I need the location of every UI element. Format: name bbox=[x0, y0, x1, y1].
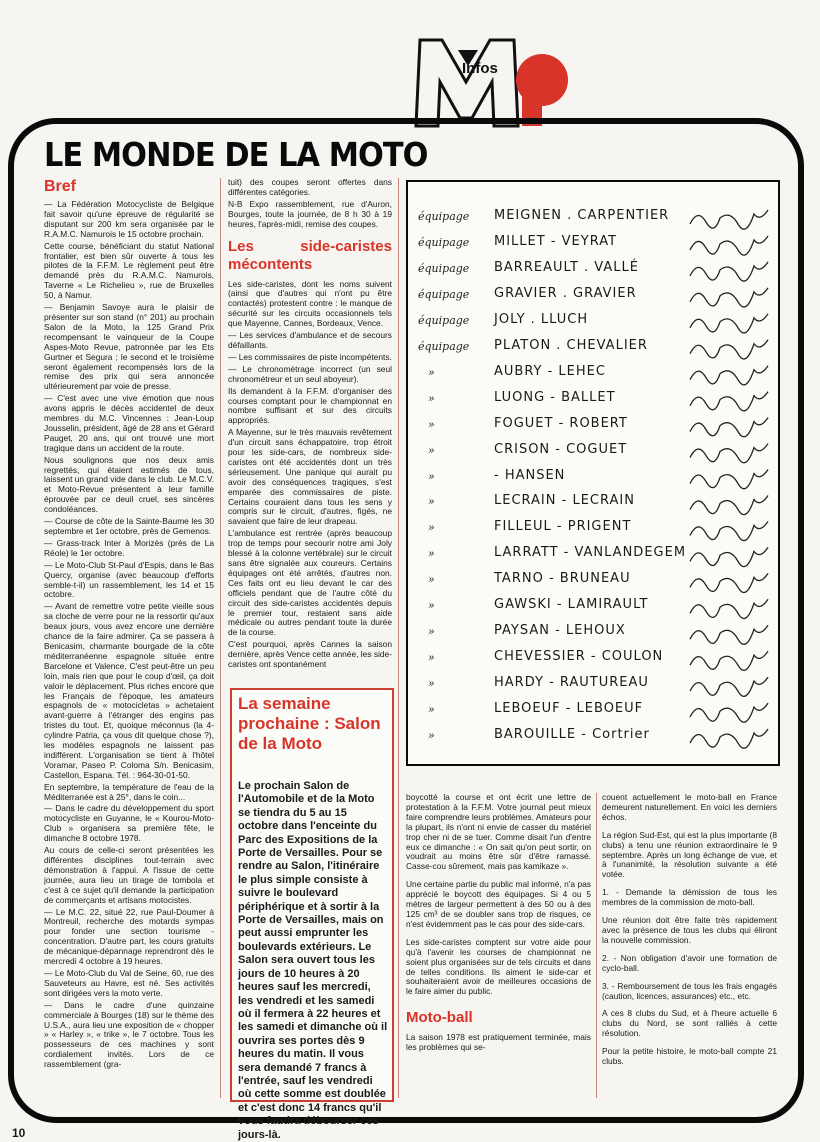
bref-paragraph: — Grass-track Inter à Morizès (près de La Réole) le 1er octobre. bbox=[44, 537, 214, 558]
side-paragraph: C'est pourquoi, après Cannes la saison dernière, après Vence cette année, les side-caristes ont spontanément bbox=[228, 639, 392, 670]
handwritten-signature bbox=[690, 495, 768, 514]
handwritten-signature bbox=[690, 677, 768, 696]
column-rule bbox=[596, 793, 597, 1098]
col3-paragraph: Les side-caristes comptent sur votre aide pour qu'à l'avenir les courses de championnat ne soient plus organisées sur de tels circuits et dans de telles conditions. Ils aiment le side-car et souhaiteraient avoir de meilleures occasions de le faire aimer du public. bbox=[406, 936, 591, 997]
signature-row-names: LARRATT - VANLANDEGEM bbox=[494, 545, 687, 561]
signature-lead: » bbox=[428, 391, 435, 405]
side-caristes-column bbox=[228, 178, 392, 683]
handwritten-signature bbox=[690, 236, 768, 255]
signature-lead: » bbox=[428, 599, 435, 613]
side-paragraph: Les side-caristes, dont les noms suivent (ainsi que d'autres qui n'ont pu être contactés) protestent contre : le manque de sécurité sur les circuits occasionnels tels que Mayenne, Cannes, Bordeaux, Vence. bbox=[228, 278, 392, 329]
side-paragraph: — Le chronométrage incorrect (un seul chronométreur et un seul aboyeur). bbox=[228, 363, 392, 384]
col4-paragraph: 3. - Remboursement de tous les frais engagés (caution, licences, assurances) etc., etc. bbox=[602, 980, 777, 1001]
signature-row-names: BAROUILLE - Cortrier bbox=[494, 727, 650, 743]
signature-list bbox=[406, 180, 780, 766]
col4-paragraph: 2. - Non obligation d'avoir une formation de cyclo-ball. bbox=[602, 952, 777, 973]
signature-row-names: GRAVIER . GRAVIER bbox=[494, 285, 637, 301]
infos-mr-logo bbox=[414, 30, 584, 130]
bref-paragraph: En septembre, la température de l'eau de la Méditerranée est à 25°, dans le coin... bbox=[44, 781, 214, 802]
signature-lead: » bbox=[428, 495, 435, 509]
signature-row-names: HARDY - RAUTUREAU bbox=[494, 675, 649, 691]
column-rule bbox=[398, 178, 399, 1098]
signature-lead: » bbox=[428, 417, 435, 431]
bref-paragraph: — Le M.C. 22, situé 22, rue Paul-Doumer à Montreuil, recherche des motards sympas pour fonder une section tourisme - concentration. D'autre part, les cours gratuits de mécanique-dépannage reprendront dès le mercredi 4 octobre à 19 heures. bbox=[44, 906, 214, 967]
bref-paragraph: Au cours de celle-ci seront présentées les différentes disciplines tout-terrain avec démonstration à l'appui. A l'issue de cette journée, aura lieu un tirage de tombola et c'est à ce sujet qu'il demande la participation de commerçants et artisans motocistes. bbox=[44, 845, 214, 905]
signature-lead: » bbox=[428, 703, 435, 717]
handwritten-signature bbox=[690, 573, 768, 592]
signature-lead: » bbox=[428, 677, 435, 691]
semaine-title: La semaine prochaine : Salon de la Moto bbox=[238, 694, 381, 753]
bref-paragraph: — La Fédération Motocycliste de Belgique fait savoir qu'une épreuve de régularité se disputant sur 200 km sera organisée par le R.A.M.C. Namurois le 15 octobre prochain. bbox=[44, 199, 214, 239]
signature-row-names: PLATON . CHEVALIER bbox=[494, 337, 648, 353]
section-label: Infos bbox=[462, 60, 498, 77]
col4-paragraph: Pour la petite histoire, le moto-ball compte 21 clubs. bbox=[602, 1046, 777, 1067]
page-headline: LE MONDE DE LA MOTO bbox=[44, 135, 428, 174]
signature-row-names: MEIGNEN . CARPENTIER bbox=[494, 208, 670, 223]
signature-row-names: - HANSEN bbox=[494, 467, 566, 483]
signature-row-names: BARREAULT . VALLÉ bbox=[494, 259, 639, 275]
handwritten-signature bbox=[690, 521, 768, 540]
signature-row-names: AUBRY - LEHEC bbox=[494, 363, 606, 379]
handwritten-signature bbox=[690, 444, 768, 463]
handwritten-signature bbox=[690, 262, 768, 281]
handwritten-signature bbox=[690, 470, 768, 489]
moto-ball-column bbox=[602, 793, 777, 1113]
col4-paragraph: 1. - Demande la démission de tous les membres de la commission de moto-ball. bbox=[602, 887, 777, 908]
bref-paragraph: — Avant de remettre votre petite vieille sous sa cloche de verre pour ne la ressortir qu'aux beaux jours, vous avez encore une dernière chance de la faire admirer. Ça se passera à Benicasim, charmante bourgade de la côte méditerranéenne espagnole située entre Barcelone et Valence. C'est peut-être un peu loin, mais rien que pour le coup d'œil, ça doit valoir le déplacement. Plus riches encore que les Français de l'époque, les amateurs espagnols de « motocicletas » achetaient avant-guerre à l'étranger des engins pas tristes du tout. Et, quoique méconnus (la 4-cylindre Patria, ça vous dit quelque chose ?), les modèles espagnols ne laissent pas indifférent. L'organisation se tient à l'hôtel Voramar, Paseo P. Coloma S/n. Benicasim, Castellon, Espana. Tél. : 964-30-01-50. bbox=[44, 601, 214, 780]
semaine-body: Le prochain Salon de l'Automobile et de la Moto se tiendra du 5 au 15 octobre dans l'enceinte du Parc des Expositions de la Porte de Versailles. Pour se rendre au Salon, l'itinéraire le plus simple consiste à suivre le boulevard périphérique et à sortir à la Porte de Versailles, mais on peut aussi emprunter les boulevards extérieurs. Le Salon sera ouvert tous les jours de 10 heures à 20 heures sauf les mercredi, les vendredi et les samedi où il fermera à 22 heures et les samedi et dimanche où il ouvrira ses portes dès 9 heures du matin. Il vous sera demandé 7 francs à l'entrée, sauf les vendredi où cette somme est doublée et c'est donc 14 francs qu'il vous faudra débourser ces jours-là. bbox=[238, 780, 388, 1141]
bref-paragraph: Cette course, bénéficiant du statut National frontalier, est bien sûr ouverte à tous les pilotes de la F.F.M. Le règlement peut être demandé près du R.A.M.C. Namurois, Taverne « Le Richelieu », rue de Bruxelles 50, à Namur. bbox=[44, 240, 214, 301]
signature-lead: équipage bbox=[418, 313, 470, 327]
signature-lead: équipage bbox=[418, 235, 470, 249]
semaine-box bbox=[230, 688, 394, 1141]
handwritten-signature bbox=[690, 288, 768, 307]
signature-row-names: LEBOEUF - LEBOEUF bbox=[494, 701, 644, 717]
side-paragraph: L'ambulance est rentrée (après beaucoup trop de temps pour secourir notre ami Joly blessé à la colonne vertébrale) sur le circuit sans être signalée aux coureurs. Certains équipages ont été arrêtés, d'autres non. Ces faits ont eu lieu devant le car des officiels pendant que de l'autre côté du circuit des side-caristes accidentés depuis le premier tour, restaient sans aide médicale ou autres pendant toute la durée de la course. bbox=[228, 528, 392, 638]
signature-row-names: GAWSKI - LAMIRAULT bbox=[494, 597, 649, 613]
moto-ball-title: Moto-ball bbox=[406, 1009, 473, 1027]
bref-paragraph: — Le Moto-Club St-Paul d'Espis, dans le Bas Quercy, organise (avec beaucoup d'efforts semble-t-il) un rassemblement, les 14 et 15 octobre. bbox=[44, 559, 214, 600]
side-paragraph: — Les commissaires de piste incompétents. bbox=[228, 351, 392, 362]
handwritten-signature bbox=[690, 651, 768, 670]
signature-lead: » bbox=[428, 547, 435, 561]
bref-paragraph: — Le Moto-Club du Val de Seine, 60, rue des Sauveteurs au Havre, est né. Ses activités sont dirigées vers la moto verte. bbox=[44, 967, 214, 998]
handwritten-signature bbox=[690, 729, 768, 748]
col2-intro: N-B Expo rassemblement, rue d'Auron, Bourges, toute la journée, de 8 h 30 à 19 heures, l'après-midi, remise des coupes. bbox=[228, 198, 392, 229]
boycott-column bbox=[406, 793, 591, 1113]
col4-paragraph: couent actuellement le moto-ball en France demeurent naturellement. En voici les derniers échos. bbox=[602, 793, 777, 822]
bref-paragraph: — Dans le cadre du développement du sport motocycliste en Guyanne, le « Kourou-Moto-Club » organisera sa première fête, le dimanche 8 octobre 1978. bbox=[44, 803, 214, 844]
signature-row-names: CRISON - COGUET bbox=[494, 441, 628, 457]
handwritten-signature bbox=[690, 340, 768, 359]
handwritten-signature bbox=[690, 625, 768, 644]
col2-intro: tuit) des coupes seront offertes dans différentes catégories. bbox=[228, 178, 392, 197]
col3-paragraph: Une certaine partie du public mal informé, n'a pas apprécié le boycott des équipages. Si 4 ou 5 mètres de largeur permettent à des 50 ou à des 125 cm³ de se doubler sans trop de risques, ce n'est évidemment pas le cas pour des side-cars. bbox=[406, 879, 591, 929]
side-paragraph: — Les services d'ambulance et de secours défaillants. bbox=[228, 330, 392, 350]
bref-paragraph: — Dans le cadre d'une quinzaine commerciale à Bourges (18) sur le thème des U.S.A., aura lieu une exposition de « chopper » « Harley », « trike », le 7 octobre. Tous les possesseurs de ces machines y sont cordialement invités. Lors de ce rassemblement (gra- bbox=[44, 999, 214, 1070]
moto-ball-paragraph: La saison 1978 est pratiquement terminée, mais les problèmes qui se- bbox=[406, 1032, 591, 1053]
signature-lead: » bbox=[428, 469, 435, 483]
col4-paragraph: Une réunion doit être faite très rapidement avec la présence de tous les clubs qui éliront la nouvelle commission. bbox=[602, 915, 777, 945]
bref-paragraph: — Course de côte de la Sainte-Baume les 30 septembre et 1er octobre, près de Gemenos. bbox=[44, 516, 214, 536]
handwritten-signature bbox=[690, 366, 768, 385]
signature-row-names: FILLEUL - PRIGENT bbox=[494, 519, 632, 535]
signature-row-names: LECRAIN - LECRAIN bbox=[494, 493, 635, 509]
signature-row-names: JOLY . LLUCH bbox=[494, 311, 589, 327]
handwritten-signature bbox=[690, 599, 768, 618]
col4-paragraph: A ces 8 clubs du Sud, et à l'heure actuelle 6 clubs du Nord, se sont ralliés à cette résolution. bbox=[602, 1008, 777, 1039]
signature-row-names: MILLET - VEYRAT bbox=[494, 233, 618, 249]
handwritten-signature bbox=[690, 392, 768, 411]
col4-paragraph: La région Sud-Est, qui est la plus importante (8 clubs) a tenu une réunion extraordinaire le 9 septembre. Après un long échange de vue, et à l'unanimité, la résolution suivante a été votée. bbox=[602, 829, 777, 880]
signature-row-names: CHEVESSIER - COULON bbox=[494, 649, 664, 665]
signature-row-names: PAYSAN - LEHOUX bbox=[494, 623, 626, 639]
signature-lead: équipage bbox=[418, 287, 470, 301]
side-caristes-title: Les side-caristes mécontents bbox=[228, 237, 392, 273]
signature-lead: » bbox=[428, 443, 435, 457]
signature-lead: équipage bbox=[418, 339, 470, 353]
handwritten-signature bbox=[690, 418, 768, 437]
signature-row-names: LUONG - BALLET bbox=[494, 389, 616, 405]
bref-column bbox=[44, 178, 214, 1103]
signature-row-names: TARNO - BRUNEAU bbox=[494, 571, 631, 587]
handwritten-signature bbox=[690, 210, 768, 229]
page-number: 10 bbox=[12, 1126, 26, 1140]
handwritten-signature bbox=[690, 314, 768, 333]
side-paragraph: A Mayenne, sur le très mauvais revêtement d'un circuit sans échappatoire, trop étroit pour les side-cars, de nombreux side-caristes ont été accidentés dont un très sérieusement. Une panique qui aurait pu avoir des conséquences tragiques, s'est emparée des commissaires de piste. Certains couraient dans tous les sens y compris sur le circuit, d'autres, figés, ne savaient que faire de leur drapeau. bbox=[228, 427, 392, 527]
signature-lead: » bbox=[428, 521, 435, 535]
signature-lead: » bbox=[428, 573, 435, 587]
handwritten-signature bbox=[690, 703, 768, 722]
signature-row-names: FOGUET - ROBERT bbox=[494, 415, 628, 431]
bref-paragraph: — Benjamin Savoye aura le plaisir de présenter sur son stand (n° 201) au prochain Salon de la Moto, la 125 Grand Prix recompensant le vainqueur de la Coupe Aspes-Moto Revue, patronnée par les Ets Gurtner et Segura ; le second et le troisième seront également recompensés lors de la remise des prix qui sera annoncée ultérieurement par voie de presse. bbox=[44, 302, 214, 392]
bref-title: Bref bbox=[44, 178, 77, 195]
signature-lead: » bbox=[428, 729, 435, 743]
col3-paragraph: boycotté la course et ont écrit une lettre de protestation à la F.F.M. Votre journal peut mieux faire comprendre leurs problèmes. Amateurs pour la plupart, ils n'ont ni envie de casser du matériel trop cher ni de se tuer. Comme disait l'un d'entre eux ce dimanche : « On sait qu'on peut sortir, on voudrait au moins être sûr d'être ramassé. Casse-cou sûrement, mais pas kamikaze ». bbox=[406, 793, 591, 872]
signature-lead: équipage bbox=[418, 210, 470, 223]
bref-paragraph: — C'est avec une vive émotion que nous avons appris le décès accidentel de deux membres du M.C. Vincennes : Jean-Loup Jousselin, président, âgé de 28 ans et Gérard Pauget, 20 ans, qui ont trouvé une mort tragique dans un accident de la route. bbox=[44, 393, 214, 453]
side-paragraph: Ils demandent à la F.F.M. d'organiser des courses comptant pour le championnat en nombre suffisant et sur des circuits appropriés. bbox=[228, 385, 392, 426]
signature-lead: » bbox=[428, 365, 435, 379]
bref-paragraph: Nous soulignons que nos deux amis regrettés, qui étaient estimés de tous, laissent un grand vide dans le club. Le M.C.V. et Moto-Revue présentent à leur famille éprouvée par ce deuil cruel, ses sincères condoléances. bbox=[44, 454, 214, 515]
signature-lead: » bbox=[428, 625, 435, 639]
column-rule bbox=[220, 178, 221, 1098]
handwritten-signature bbox=[690, 547, 768, 566]
signature-lead: » bbox=[428, 651, 435, 665]
signature-lead: équipage bbox=[418, 261, 470, 275]
